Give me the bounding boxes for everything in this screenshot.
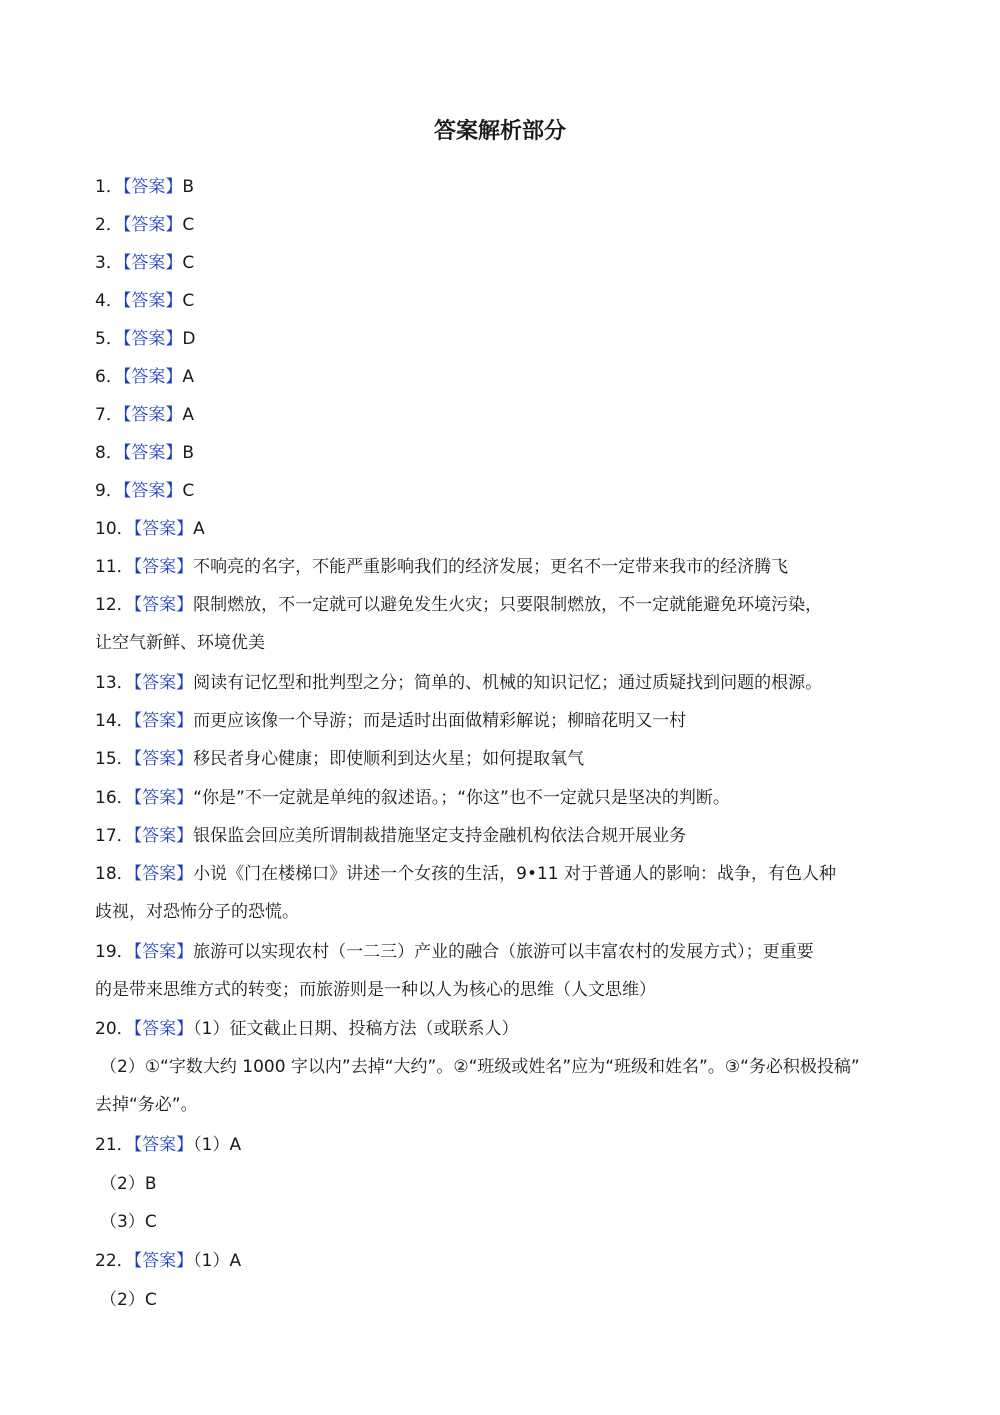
question-number: 14． (95, 711, 134, 731)
answer-text: C (182, 253, 195, 273)
question-number: 8． (95, 443, 123, 463)
answer-line (95, 862, 905, 886)
answer-text: （1）A (193, 1135, 242, 1155)
question-number: 4． (95, 291, 123, 311)
answer-text: 限制燃放，不一定就可以避免发生火灾；只要限制燃放，不一定就能避免环境污染， (193, 595, 823, 615)
question-number: 21． (95, 1135, 134, 1155)
answer-line (95, 940, 905, 964)
answer-text: D (182, 329, 196, 349)
question-number: 12． (95, 595, 134, 615)
answer-line (95, 1017, 905, 1041)
answer-tag: 【答案】 (133, 557, 194, 577)
question-number: 13． (95, 673, 134, 693)
answer-continuation-line: 去掉“务必”。 (95, 1095, 198, 1115)
answer-continuation-line: 的是带来思维方式的转变；而旅游则是一种以人为核心的思维（人文思维） (95, 980, 656, 1000)
answer-line (95, 747, 905, 771)
answer-line (95, 289, 905, 313)
answer-line (95, 403, 905, 427)
answer-line (95, 824, 905, 848)
answer-tag: 【答案】 (122, 291, 183, 311)
question-number: 20． (95, 1019, 134, 1039)
answer-text: B (182, 177, 194, 197)
answer-tag: 【答案】 (122, 443, 183, 463)
answer-tag: 【答案】 (133, 826, 194, 846)
answer-text: C (182, 481, 195, 501)
answer-tag: 【答案】 (122, 329, 183, 349)
answer-line (95, 213, 905, 237)
answer-line (95, 517, 905, 541)
answer-tag: 【答案】 (133, 1019, 194, 1039)
answer-tag: 【答案】 (133, 749, 194, 769)
answer-text: A (182, 367, 194, 387)
answer-text: C (182, 291, 195, 311)
answer-text: A (193, 519, 205, 539)
sub-answer-line: （2）B (100, 1174, 157, 1194)
answer-tag: 【答案】 (133, 595, 194, 615)
answer-text: 银保监会回应美所谓制裁措施坚定支持金融机构依法合规开展业务 (193, 826, 687, 846)
answer-tag: 【答案】 (122, 405, 183, 425)
question-number: 5． (95, 329, 123, 349)
answer-line (95, 786, 905, 810)
question-number: 22． (95, 1251, 134, 1271)
answer-tag: 【答案】 (133, 864, 194, 884)
answer-tag: 【答案】 (122, 177, 183, 197)
answer-tag: 【答案】 (122, 367, 183, 387)
answer-tag: 【答案】 (133, 1135, 194, 1155)
question-number: 17． (95, 826, 134, 846)
answer-line (95, 327, 905, 351)
question-number: 18． (95, 864, 134, 884)
answer-line (95, 365, 905, 389)
answer-tag: 【答案】 (133, 788, 194, 808)
answer-line (95, 1249, 905, 1273)
sub-answer-line: （3）C (100, 1212, 157, 1232)
answer-text: “你是”不一定就是单纯的叙述语。；“你这”也不一定就只是坚决的判断。 (193, 788, 730, 808)
answer-text: 小说《门在楼梯口》讲述一个女孩的生活，9•11 对于普通人的影响：战争，有色人种 (193, 864, 837, 884)
answer-line (95, 671, 905, 695)
answer-text: 移民者身心健康；即使顺利到达火星；如何提取氧气 (193, 749, 585, 769)
answer-line (95, 479, 905, 503)
answer-tag: 【答案】 (122, 481, 183, 501)
answer-text: 不响亮的名字，不能严重影响我们的经济发展；更名不一定带来我市的经济腾飞 (193, 557, 789, 577)
answer-continuation-line: 让空气新鲜、环境优美 (95, 633, 265, 653)
answer-text: 阅读有记忆型和批判型之分；简单的、机械的知识记忆；通过质疑找到问题的根源。 (193, 673, 823, 693)
answer-line (95, 709, 905, 733)
sub-answer-line: （2）①“字数大约 1000 字以内”去掉“大约”。②“班级或姓名”应为“班级和姓名”。③“务必积极投稿” (100, 1057, 860, 1077)
question-number: 3． (95, 253, 123, 273)
answer-tag: 【答案】 (133, 519, 194, 539)
answer-line (95, 175, 905, 199)
question-number: 11． (95, 557, 134, 577)
answer-tag: 【答案】 (133, 673, 194, 693)
question-number: 16． (95, 788, 134, 808)
question-number: 15． (95, 749, 134, 769)
answer-tag: 【答案】 (133, 942, 194, 962)
question-number: 7． (95, 405, 123, 425)
answer-line (95, 1133, 905, 1157)
question-number: 2． (95, 215, 123, 235)
answer-line (95, 555, 905, 579)
answer-line (95, 593, 905, 617)
sub-answer-line: （2）C (100, 1290, 157, 1310)
answer-text: 而更应该像一个导游；而是适时出面做精彩解说；柳暗花明又一村 (193, 711, 687, 731)
answer-text: （1）A (193, 1251, 242, 1271)
answer-text: A (182, 405, 194, 425)
answer-line (95, 441, 905, 465)
answer-text: C (182, 215, 195, 235)
answer-text: （1）征文截止日期、投稿方法（或联系人） (193, 1019, 519, 1039)
answer-tag: 【答案】 (133, 1251, 194, 1271)
answer-tag: 【答案】 (122, 253, 183, 273)
answer-continuation-line: 歧视，对恐怖分子的恐慌。 (95, 902, 299, 922)
question-number: 6． (95, 367, 123, 387)
question-number: 10． (95, 519, 134, 539)
question-number: 19． (95, 942, 134, 962)
answer-tag: 【答案】 (133, 711, 194, 731)
answer-tag: 【答案】 (122, 215, 183, 235)
question-number: 1． (95, 177, 123, 197)
answer-text: 旅游可以实现农村（一二三）产业的融合（旅游可以丰富农村的发展方式）；更重要 (193, 942, 814, 962)
page-title: 答案解析部分 (433, 119, 566, 144)
question-number: 9． (95, 481, 123, 501)
answer-line (95, 251, 905, 275)
answer-text: B (182, 443, 194, 463)
